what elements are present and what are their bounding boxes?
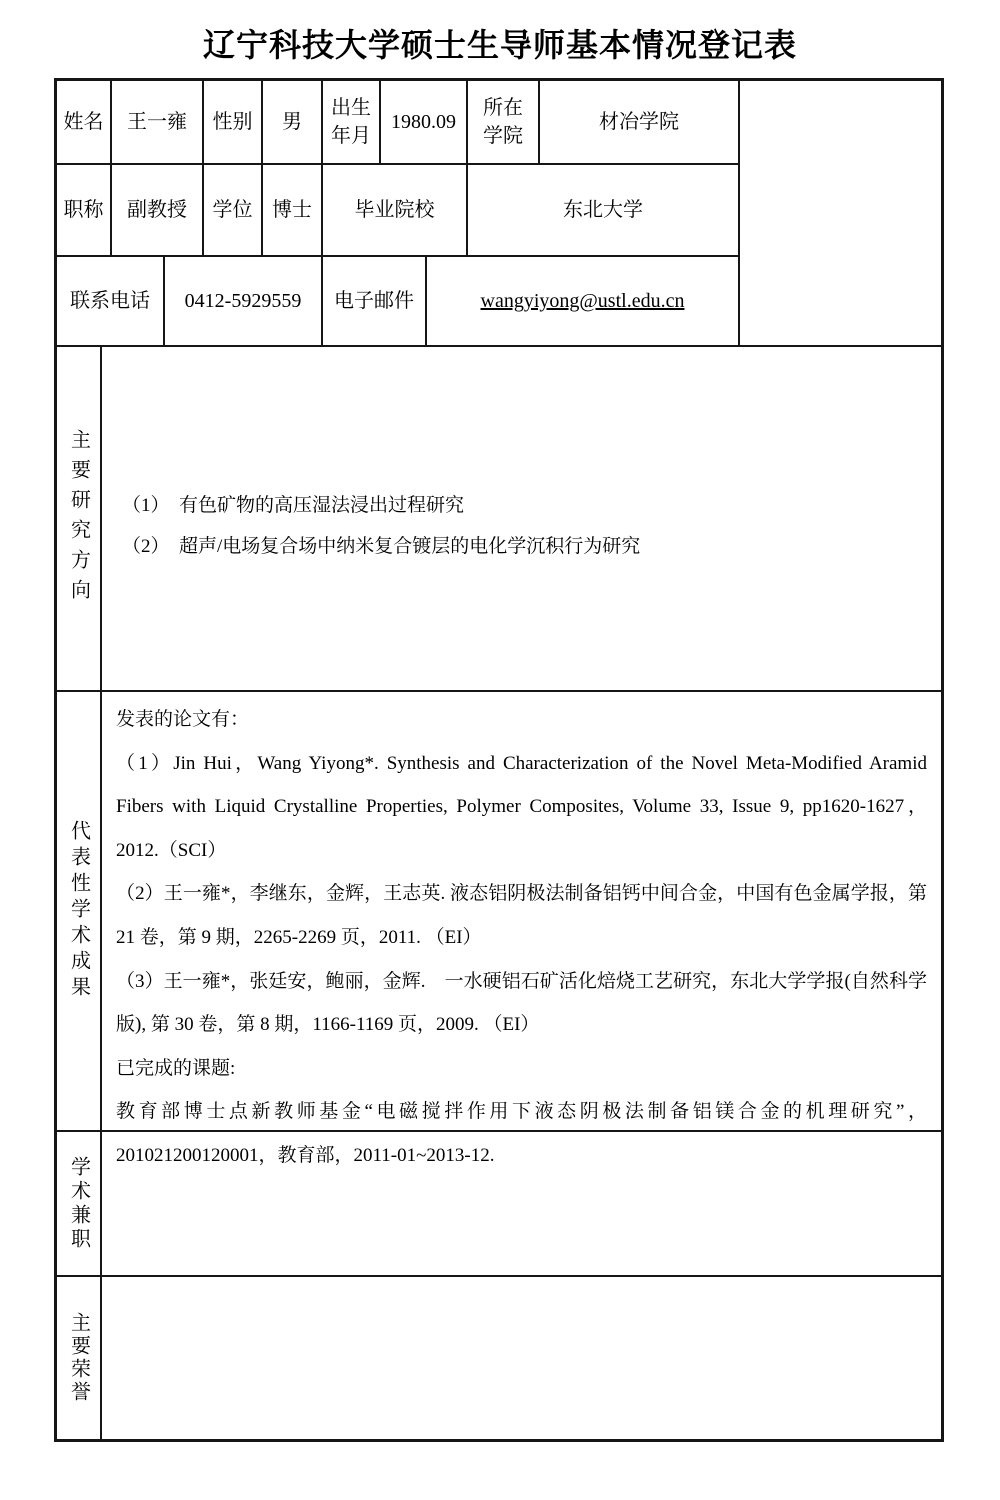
phone-value-cell: 0412-5929559 [163, 255, 321, 345]
publication-paragraph: 已完成的课题: [116, 1057, 236, 1079]
section-label-academic-positions: 学术兼职 [67, 1155, 90, 1252]
section-label-research-cell [57, 345, 100, 690]
photo-cell [738, 81, 941, 345]
section-label-honors-cell [57, 1275, 100, 1439]
section-label-achievements-cell [57, 690, 100, 1130]
name-label-cell: 姓名 [63, 111, 104, 133]
email-value-cell [425, 255, 738, 345]
school-label-cell: 毕业院校 [321, 163, 466, 255]
publication-paragraph: （2）王一雍*，李继东，金辉，王志英. 液态铝阴极法制备铝钙中间合金，中国有色金属学报，第 21 卷，第 9 期，2265-2269 页，2011. （EI） [116, 883, 932, 948]
birth-label-line1: 出生 [331, 97, 371, 119]
page-title: 辽宁科技大学硕士生导师基本情况登记表 [202, 27, 797, 63]
info-table [54, 78, 944, 1442]
section-label-achievements: 代表性学术成果 [67, 820, 90, 1002]
email-link[interactable]: wangyiyong@ustl.edu.cn [480, 290, 685, 312]
section-label-honors: 主要荣誉 [67, 1312, 90, 1404]
honors-content-cell [100, 1275, 941, 1439]
name-value-cell: 王一雍 [110, 81, 202, 163]
college-value-cell: 材冶学院 [538, 81, 738, 163]
college-label-line2: 学院 [483, 125, 523, 147]
jobtitle-value-cell: 副教授 [110, 163, 202, 255]
school-value-cell: 东北大学 [466, 163, 738, 255]
publication-paragraph: 发表的论文有： [116, 709, 250, 730]
gender-label-cell: 性别 [202, 81, 261, 163]
jobtitle-label-cell: 职称 [57, 163, 110, 255]
college-label-line1: 所在 [483, 97, 523, 119]
research-line: （1） 有色矿物的高压湿法浸出过程研究 [122, 495, 465, 516]
research-line: （2） 超声/电场复合场中纳米复合镀层的电化学沉积行为研究 [122, 536, 641, 557]
publication-paragraph: （3）王一雍*，张廷安，鲍丽，金辉. 一水硬铝石矿活化焙烧工艺研究，东北大学学报(自然科学版), 第 30 卷，第 8 期，1166-1169 页，2009. （EI） [116, 970, 927, 1036]
publication-paragraph: 教育部博士点新教师基金“电磁搅拌作用下液态阴极法制备铝镁合金的机理研究”，201021200120001，教育部，2011-01~2013-12. [116, 1101, 927, 1166]
birth-label-cell [321, 81, 379, 163]
birth-label-line2: 年月 [331, 125, 371, 147]
email-label-cell: 电子邮件 [321, 255, 425, 345]
degree-value-cell: 博士 [261, 163, 321, 255]
college-label-cell [466, 81, 538, 163]
degree-label-cell: 学位 [202, 163, 261, 255]
research-content-cell [100, 345, 941, 690]
section-label-research: 主要研究方向 [67, 428, 90, 609]
section-label-academic-positions-cell [57, 1130, 100, 1275]
birth-value-cell: 1980.09 [379, 81, 466, 163]
academic-positions-content-cell [100, 1130, 941, 1275]
publication-paragraph: （1）Jin Hui，Wang Yiyong*. Synthesis and Characterization of the Novel Meta-Modified Aramid Fibers with Liquid Crystalline Properties, Polymer Composites, Volume 33, Issue 9, pp1620-1627， 2012.（SCI） [116, 752, 932, 861]
gender-value-cell: 男 [261, 81, 321, 163]
phone-label-cell: 联系电话 [57, 255, 163, 345]
achievements-content-cell [100, 690, 941, 1166]
